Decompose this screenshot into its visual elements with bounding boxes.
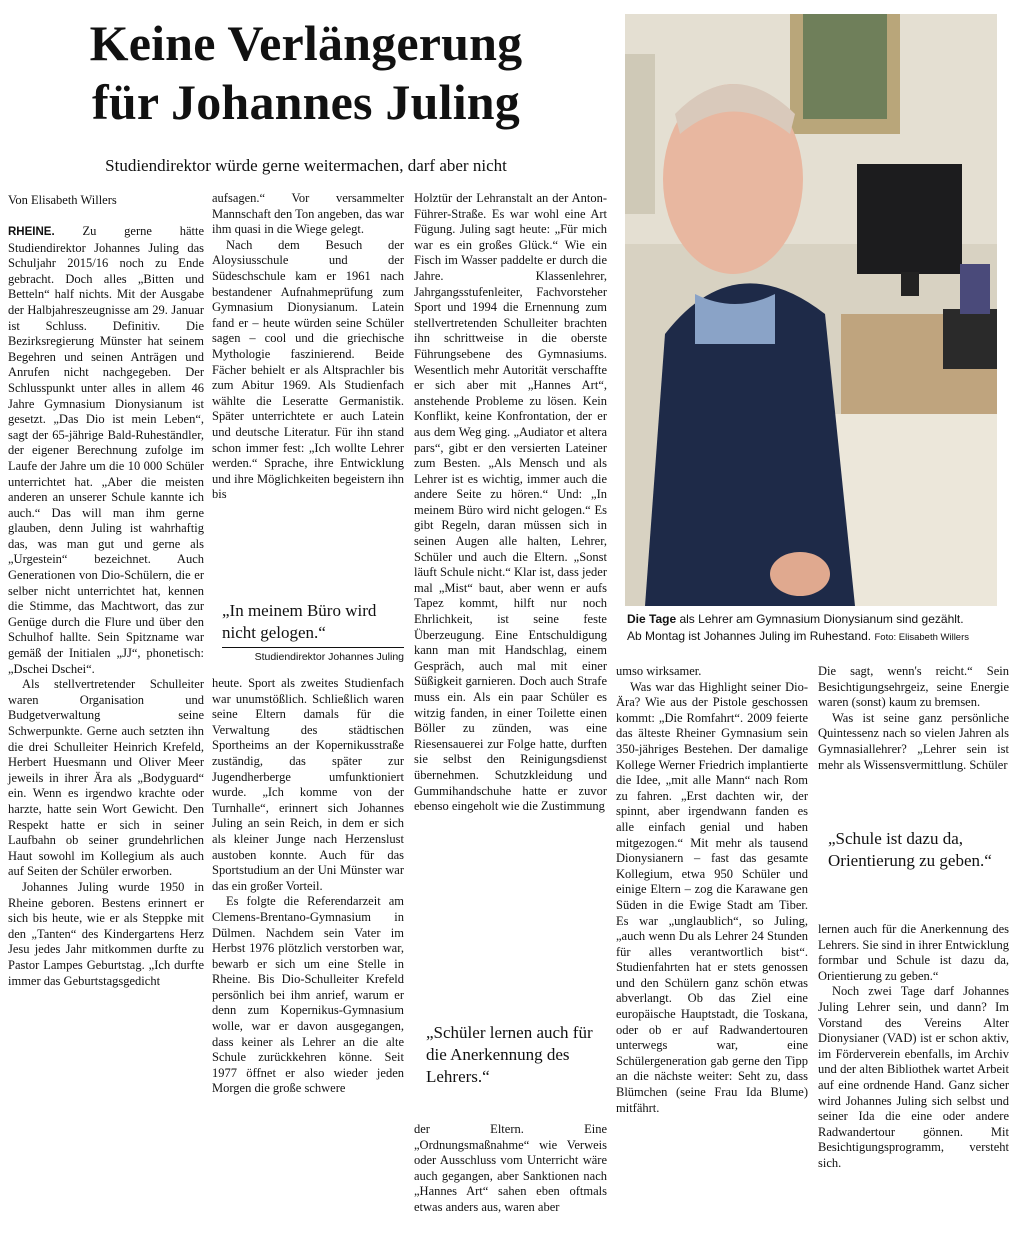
headline-line-1: Keine Verlängerung xyxy=(89,15,523,71)
paragraph: aufsagen.“ Vor versammelter Mannschaft den Ton angeben, das war ihm quasi in die Wiege gelegt. xyxy=(212,191,404,237)
pull-quote-1-attribution: Studiendirektor Johannes Juling xyxy=(222,647,404,663)
headline-line-2: für Johannes Juling xyxy=(91,74,521,130)
paragraph: Was war das Highlight seiner Dio-Ära? Wie aus der Pistole geschossen kommt: „Die Romfahrt“. 2009 feierte das älteste Rheiner Gymnasium sein 350-jähriges Bestehen. Der damalige Kollege Werner Friedrich implantierte die Idee, „mit alle Mann“ nach Rom zu fahren. „Erst dachten wir, der spinnt, aber irgendwann fanden es alle einfach genial und haben mitgezogen.“ Mit mehr als tausend Dionysianern – fast das gesamte Kollegium, etwa 950 Schüler und einige Eltern – zog die Karawane gen Süden in die Ewige Stadt am Tiber. Es war „unglaublich“, so Juling, „auch wenn Du als Lehrer 24 Stunden für alles verantwortlich bist“. Studienfahrten hat er stets genossen und den Schülern ganz schön etwas abverlangt. Ob das Ziel eine europäische Hauptstadt, die Toskana, oder ob er auf Radwandertouren unterwegs war, eine Schülergeneration gab gerne den Tipp an die nächste weiter: Seht zu, dass Blümchen (seine Frau Ida Blume) mitfährt. xyxy=(616,679,808,1115)
paragraph: heute. Sport als zweites Studienfach war unumstößlich. Schließlich waren seine Eltern damals für die Verwaltung des städtischen Sportheims an der Kopernikusstraße zuständig, das später zur Jugendherberge umfunktioniert wurde. „Ich komme von der Turnhalle“, erinnert sich Johannes Juling an sein Reich, in dem er sich als kleiner Junge nach Herzenslust austoben konnte. Auch für das Sportstudium an der Uni Münster war das ein großer Vorteil. xyxy=(212,676,404,893)
article-column-3a xyxy=(414,191,607,815)
article-column-5a xyxy=(818,664,1009,773)
headline xyxy=(0,14,612,132)
paragraph: Noch zwei Tage darf Johannes Juling Lehrer sein, und dann? Im Vorstand des Vereins Alter Dionysianer (VAD) ist er schon aktiv, im Förderverein ebenfalls, im Archiv und der alten Bibliothek wartet Arbeit auf eine ordnende Hand. Ganz sicher wird Johannes Juling sich selbst und seiner Ida die eine oder andere Radwandertour gönnen. Mit Besichtigungsprogramm, versteht sich. xyxy=(818,984,1009,1170)
pull-quote-1: „In meinem Büro wird nicht gelogen.“ xyxy=(222,601,377,642)
paragraph: RHEINE. Zu gerne hätte Studiendirektor Johannes Juling das Schuljahr 2015/16 noch zu Ende gebracht. Doch alles „Bitten und Betteln“ half nichts. Mit der Ausgabe der Halbjahreszeugnisse am 29. Januar ist Schluss. Definitiv. Die Bezirksregierung Münster hat seinem Begehren und seinen Anträgen und Anrufen nicht nachgegeben. Der Schlusspunkt unter alles in allem 46 Jahre Gymnasium Dionysianum ist gesetzt. „Das Dio ist mein Leben“, sagt der 65-jährige Bald-Ruheständler, der eigener Berechnung zufolge im Laufe der Jahre um die 10 000 Schüler unterrichtet hat. „Aber die meisten anderen an unserer Schule kannte ich auch.“ Das will man ihm gerne glauben, denn Juling ist wahrhaftig das, was man gut und gerne als „Urgestein“ bezeichnet. Auch Generationen von Dio-Schülern, die er selber nicht unterrichtet hat, kennen die Stimme, das Machtwort, das zur Genüge durch die Flure und über den Schulhof hallte. Sein Spitzname war gemäß der Initialen „JJ“, phonetisch: „Dschei Dschei“. xyxy=(8,224,205,676)
photo-caption xyxy=(627,611,999,646)
dateline-city: RHEINE. xyxy=(8,226,55,238)
article-column-2a xyxy=(212,191,404,503)
paragraph: Was ist seine ganz persönliche Quintessenz nach so vielen Jahren als Gymnasiallehrer? „Lehrer sein ist mehr als Wissensvermittlung. Schüler xyxy=(818,710,1009,772)
photo-credit: Foto: Elisabeth Willers xyxy=(874,632,970,643)
paragraph: Nach dem Besuch der Aloysiusschule und der Südeschschule kam er 1961 nach bestandener Aufnahmeprüfung zum Gymnasium Dionysianum. Latein fand er – heute würden seine Schüler sagen – cool und die griechische Mythologie faszinierend. Beide Fächer behielt er als Altsprachler bis zum Abitur 1969. Als Studienfach wählte die Leseratte Germanistik. Später unterrichtete er auch Latein und deutsche Literatur. Für ihn stand schon immer fest: „Ich wollte Lehrer werden.“ Sprache, ihre Entwicklung und ihre Möglichkeiten begeistern ihn bis xyxy=(212,237,404,502)
paragraph: Als stellvertretender Schulleiter waren Organisation und Budgetverwaltung seine Schwerpunkte. Gerne auch setzten ihn die drei Schulleiter Heinrich Krefeld, Herbert Huesmann und Oliver Meer jeweils in ihrer Ära als „Bodyguard“ ein. Wenn es irgendwo krachte oder harzte, hatte sein Wort Gewicht. Den Respekt hatte er sich in seiner Laufbahn ob seiner grundehrlichen Haut sowohl im Kollegium als auch auf Seiten der Schüler erworben. xyxy=(8,677,204,879)
article-column-3b xyxy=(414,1122,607,1216)
byline: Von Elisabeth Willers xyxy=(8,193,117,207)
paragraph: Johannes Juling wurde 1950 in Rheine geboren. Bestens erinnert er sich bis heute, wie er als Steppke mit den „Tanten“ des Kindergartens Herz Jesu jedes Jahr mitkommen durfte zu Pastor Lampes Geburtstag. „Ich durfte immer das Geburtstagsgedicht xyxy=(8,879,204,988)
article-column-4 xyxy=(616,664,808,1116)
paragraph: Die sagt, wenn's reicht.“ Sein Besichtigungsehrgeiz, seine Energie waren (sonst) kaum zu bremsen. xyxy=(818,664,1009,710)
caption-lead: Die Tage xyxy=(627,612,677,626)
article-column-2b xyxy=(212,676,404,1097)
paragraph: der Eltern. Eine „Ordnungsmaßnahme“ wie Verweis oder Ausschluss vom Unterricht wäre auch gegangen, aber Sanktionen nach „Hannes Art“ sahen eben oftmals etwas anders aus, waren aber xyxy=(414,1122,607,1214)
pull-quote-2: „Schüler lernen auch für die Anerkennung des Lehrers.“ xyxy=(426,1023,593,1086)
subheadline: Studiendirektor würde gerne weitermachen, darf aber nicht xyxy=(105,156,507,175)
paragraph: lernen auch für die Anerkennung des Lehrers. Sie sind in ihrer Entwicklung formbar und Schule ist dazu da, Orientierung zu geben.“ xyxy=(818,922,1009,983)
caption-text-1: als Lehrer am Gymnasium Dionysianum sind gezählt. xyxy=(679,612,964,626)
paragraph: Holztür der Lehranstalt an der Anton-Führer-Straße. Es war wohl eine Art Fügung. Juling sagt heute: „Für mich war es ein großes Glück.“ Wie ein Fisch im Wasser paddelte er durch die Jahre. Klassenlehrer, Jahrgangsstufenleiter, Fachvorsteher Sport und 1994 die Ernennung zum stellvertretenden Schulleiter brachten ihn schrittweise in die oberste Führungsebene des Gymnasiums. Wesentlich mehr Autorität verschaffte er sich aber mit „Hannes Art“, anstehende Probleme zu lösen. Kein Konflikt, keine Konfrontation, der er aus dem Weg ging. „Audiator et altera pars“, gibt er den versierten Lateiner zum Besten. „Als Mensch und als Lehrer ist es wichtig, immer auch die andere Seite zu hören.“ Und: „In meinem Büro wird nicht gelogen.“ Es gibt Regeln, daran müssen sich in seinen Augen alle halten, Lehrer, Schüler und auch die Eltern. „Sonst läuft Schule nicht.“ Klar ist, dass jeder mal „Mist“ baut, aber wenn er aufs Tapez kommt, hilft nur noch Ehrlichkeit, ist seine feste Überzeugung. Eine Entschuldigung kann man mit Handschlag, einem Gespräch, auch mal mit einer Süßigkeit garnieren. Doch auch Strafe muss ein. Als ein paar Schüler es witzig fanden, in einer Toilette einen Böller zu zünden, was eine Riesensauerei zur Folge hatte, durften sie selbst den Reinigungsdienst übernehmen. Schutzkleidung und Gummihandschuhe hatte er zuvor ebenso eingeholt wie die Zustimmung xyxy=(414,191,607,814)
article-column-1 xyxy=(8,224,204,989)
article-column-5b xyxy=(818,922,1009,1172)
pull-quote-3: „Schule ist dazu da, Orientierung zu geben.“ xyxy=(828,829,992,870)
caption-text-2: Ab Montag ist Johannes Juling im Ruhestand. xyxy=(627,629,872,643)
paragraph: umso wirksamer. xyxy=(616,664,702,678)
portrait-photo xyxy=(625,14,997,606)
paragraph: Es folgte die Referendarzeit am Clemens-Brentano-Gymnasium in Dülmen. Nachdem sein Vater im Herbst 1976 plötzlich verstorben war, bewarb er sich um eine Stelle in Rheine. Bis Dio-Schulleiter Krefeld persönlich bei ihm anrief, warum er denn zum Kopernikus-Gymnasium wolle, war er davon ausgegangen, dass keiner als Lehrer an die alte Schule zurückkehren könne. Seit 1977 öffnet er also wieder jeden Morgen die große schwere xyxy=(212,894,404,1096)
teacher-at-desk-photo xyxy=(625,14,997,606)
